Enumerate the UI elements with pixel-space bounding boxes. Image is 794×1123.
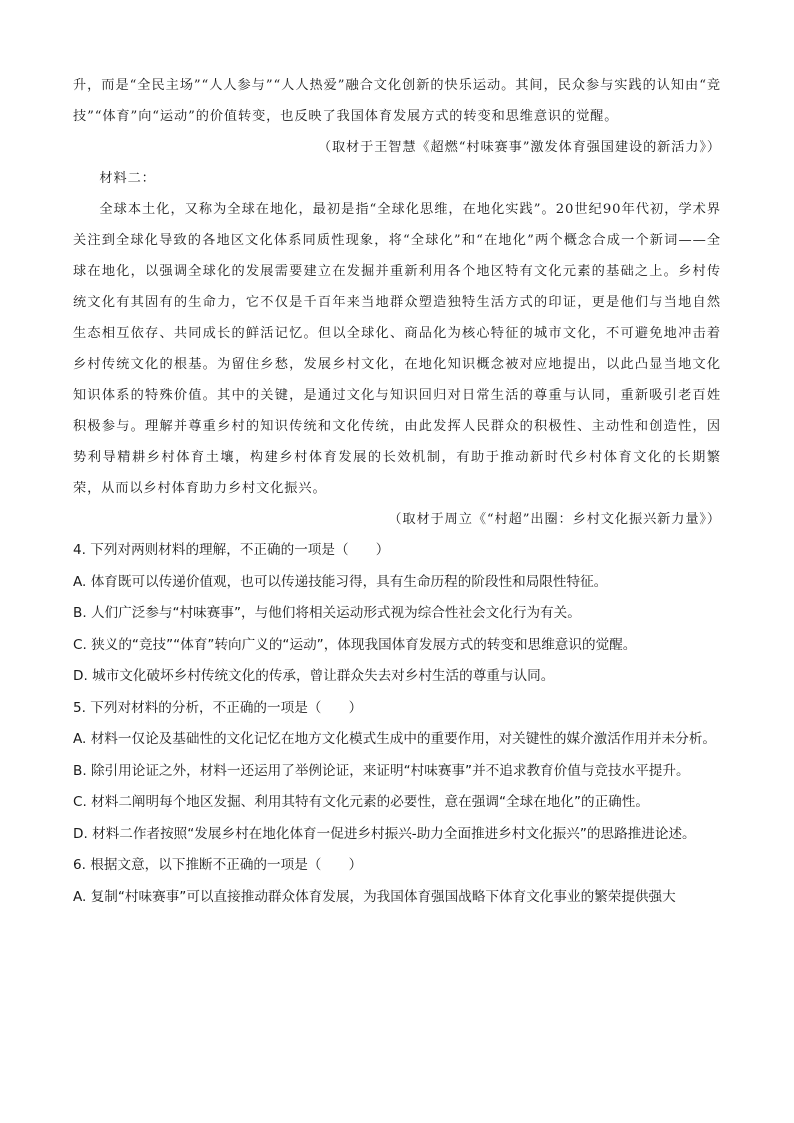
material-two-title: 材料二： <box>99 171 156 186</box>
material-one-paragraph: 升，而是“全民主场”“人人参与”“人人热爱”融合文化创新的快乐运动。其间，民众参与实践的认知由“竞技”“体育”向“运动”的价值转变，也反映了我国体育发展方式的转变和思维意识的觉醒。 <box>73 78 721 124</box>
question-list <box>73 535 721 913</box>
question-option: A. 材料一仅论及基础性的文化记忆在地方文化模式生成中的重要作用，对关键性的媒介激活作用并未分析。 <box>73 731 717 747</box>
question-option: D. 城市文化破坏乡村传统文化的传承，曾让群众失去对乡村生活的尊重与认同。 <box>73 668 555 684</box>
question-option: C. 材料二阐明每个地区发掘、利用其特有文化元素的必要性，意在强调“全球在地化”的正确性。 <box>73 794 649 810</box>
question-stem: 6. 根据文意，以下推断不正确的一项是（ ） <box>73 857 363 873</box>
material-two-paragraph: 全球本土化，又称为全球在地化，最初是指“全球化思维，在地化实践”。20世纪90年代初，学术界关注到全球化导致的各地区文化体系同质性现象，将“全球化”和“在地化”两个概念合成一个新词——全球在地化，以强调全球化的发展需要建立在发掘并重新利用各个地区特有文化元素的基础之上。乡村传统文化有其固有的生命力，它不仅是千百年来当地群众塑造独特生活方式的印证，更是他们与当地自然生态相互依存、共同成长的鲜活记忆。但以全球化、商品化为核心特征的城市文化，不可避免地冲击着乡村传统文化的根基。为留住乡愁，发展乡村文化，在地化知识概念被对应地提出，以此凸显当地文化知识体系的特殊价值。其中的关键，是通过文化与知识回归对日常生活的尊重与认同，重新吸引老百姓积极参与。理解并尊重乡村的知识传统和文化传统，由此发挥人民群众的积极性、主动性和创造性，因势利导精耕乡村体育土壤，构建乡村体育发展的长效机制，有助于推动新时代乡村体育文化的长期繁荣，从而以乡村体育助力乡村文化振兴。 <box>73 202 721 496</box>
question-6 <box>73 850 721 913</box>
question-stem: 5. 下列对材料的分析，不正确的一项是（ ） <box>73 699 363 716</box>
document-page <box>73 70 721 913</box>
material-two-source: （取材于周立《“村超”出圈：乡村文化振兴新力量》） <box>388 512 721 527</box>
question-5 <box>73 693 721 851</box>
question-option: C. 狭义的“竞技”“体育”转向广义的“运动”，体现我国体育发展方式的转变和思维意识的觉醒。 <box>73 636 637 653</box>
question-option: B. 除引用论证之外，材料一还运用了举例论证，来证明“村味赛事”并不追求教育价值与竞技水平提升。 <box>73 762 690 779</box>
question-4 <box>73 535 721 693</box>
question-option: B. 人们广泛参与“村味赛事”，与他们将相关运动形式视为综合性社会文化行为有关。 <box>73 605 581 621</box>
question-option: A. 体育既可以传递价值观，也可以传递技能习得，具有生命历程的阶段性和局限性特征。 <box>73 573 608 590</box>
question-stem: 4. 下列对两则材料的理解，不正确的一项是（ ） <box>73 542 390 558</box>
material-one-tail <box>73 70 721 163</box>
material-two <box>73 163 721 535</box>
question-option: A. 复制“村味赛事”可以直接推动群众体育发展，为我国体育强国战略下体育文化事业的繁荣提供强大 <box>73 888 676 905</box>
material-one-source: （取材于王智慧《超燃“村味赛事”激发体育强国建设的新活力》） <box>317 140 721 155</box>
question-option: D. 材料二作者按照“发展乡村在地化体育一促进乡村振兴-助力全面推进乡村文化振兴”的思路推进论述。 <box>73 825 696 842</box>
